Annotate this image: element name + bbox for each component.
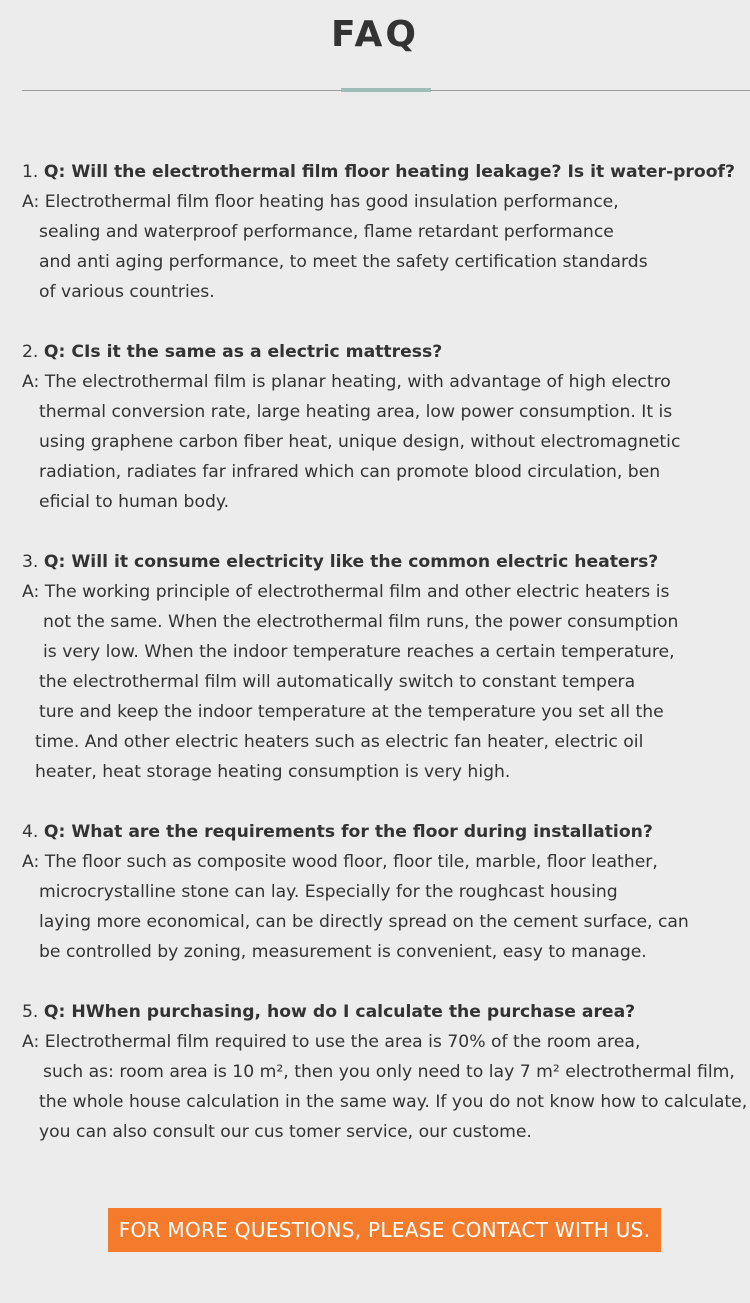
faq-answer-line: not the same. When the electrothermal film runs, the power consumption <box>43 612 679 632</box>
faq-answer-line: radiation, radiates far infrared which can promote blood circulation, ben <box>39 462 661 482</box>
faq-question <box>22 547 678 577</box>
faq-answer-line: A: The electrothermal film is planar heating, with advantage of high electro <box>22 372 671 392</box>
faq-answer-line: microcrystalline stone can lay. Especially for the roughcast housing <box>39 882 618 902</box>
faq-number: 1. <box>22 162 39 182</box>
faq-answer-line: heater, heat storage heating consumption is very high. <box>35 762 511 782</box>
faq-question-text: Q: What are the requirements for the floor during installation? <box>43 822 653 842</box>
faq-question <box>22 817 689 847</box>
faq-answer-line: A: The floor such as composite wood floor, floor tile, marble, floor leather, <box>22 852 658 872</box>
contact-button[interactable]: FOR MORE QUESTIONS, PLEASE CONTACT WITH US. <box>108 1208 661 1252</box>
faq-question-text: Q: HWhen purchasing, how do I calculate the purchase area? <box>43 1002 636 1022</box>
faq-item-5 <box>22 997 747 1147</box>
faq-question <box>22 157 735 187</box>
faq-answer-line: and anti aging performance, to meet the safety certification standards <box>39 252 648 272</box>
faq-question <box>22 337 680 367</box>
faq-number: 5. <box>22 1002 39 1022</box>
faq-question-text: Q: CIs it the same as a electric mattress? <box>43 342 443 362</box>
faq-answer-line: laying more economical, can be directly spread on the cement surface, can <box>39 912 689 932</box>
faq-answer-line: the whole house calculation in the same way. If you do not know how to calculate, <box>39 1092 748 1112</box>
page-title: FAQ <box>331 14 419 55</box>
faq-answer-line: ture and keep the indoor temperature at the temperature you set all the <box>39 702 664 722</box>
faq-answer-line: A: Electrothermal film floor heating has good insulation performance, <box>22 192 619 212</box>
faq-question <box>22 997 747 1027</box>
faq-number: 3. <box>22 552 39 572</box>
faq-item-3 <box>22 547 678 787</box>
faq-number: 4. <box>22 822 39 842</box>
faq-answer-line: time. And other electric heaters such as electric fan heater, electric oil <box>35 732 644 752</box>
faq-answer-line: sealing and waterproof performance, flame retardant performance <box>39 222 614 242</box>
faq-answer-line: the electrothermal film will automatically switch to constant tempera <box>39 672 636 692</box>
faq-answer-line: thermal conversion rate, large heating area, low power consumption. It is <box>39 402 673 422</box>
faq-answer-line: is very low. When the indoor temperature reaches a certain temperature, <box>43 642 675 662</box>
faq-answer-line: eficial to human body. <box>39 492 230 512</box>
faq-item-4 <box>22 817 689 967</box>
faq-answer-line: you can also consult our cus tomer service, our custome. <box>39 1122 532 1142</box>
faq-answer-line: of various countries. <box>39 282 215 302</box>
faq-answer-line: be controlled by zoning, measurement is convenient, easy to manage. <box>39 942 647 962</box>
faq-answer-line: A: The working principle of electrothermal film and other electric heaters is <box>22 582 670 602</box>
faq-question-text: Q: Will the electrothermal film floor heating leakage? Is it water-proof? <box>43 162 735 182</box>
faq-answer-line: such as: room area is 10 m², then you only need to lay 7 m² electrothermal film, <box>43 1062 735 1082</box>
faq-answer-line: using graphene carbon fiber heat, unique design, without electromagnetic <box>39 432 681 452</box>
faq-number: 2. <box>22 342 39 362</box>
title-divider-accent <box>341 88 431 92</box>
faq-item-2 <box>22 337 680 517</box>
faq-question-text: Q: Will it consume electricity like the common electric heaters? <box>43 552 659 572</box>
faq-answer-line: A: Electrothermal film required to use the area is 70% of the room area, <box>22 1032 641 1052</box>
faq-item-1 <box>22 157 735 307</box>
